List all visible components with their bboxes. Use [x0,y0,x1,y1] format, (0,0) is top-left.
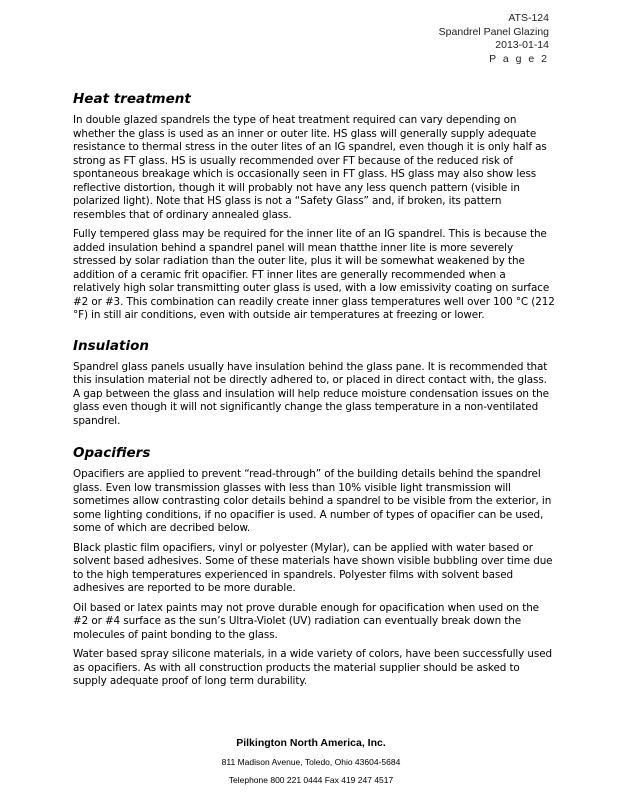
paragraph: In double glazed spandrels the type of heat treatment required can vary depending on whether the glass is used as an inner or outer lite. HS glass will generally supply adequate resistance to thermal stress in the outer lites of an IG spandrel, even though it is only half as strong as FT glass. HS is usually recommended over FT because of the reduced risk of spontaneous breakage which is occasionally seen in FT glass. HS glass may also show less reflective distortion, though it will probably not have any less quench pattern (visible in polarized light). Note that HS glass is not a “Safety Glass” and, if broken, its pattern resembles that of ordinary annealed glass. [73,114,547,221]
document-body [73,90,555,695]
page-indicator [439,53,549,67]
paragraph: Water based spray silicone materials, in a wide variety of colors, have been successfully used as opacifiers. As with all construction products the material supplier should be asked to supply adequate proof of long term durability. [73,648,553,687]
section-heat-treatment [73,90,555,323]
company-address: 811 Madison Avenue, Toledo, Ohio 43604-5684 [221,757,401,767]
section-title-opacifiers: Opacifiers [73,445,151,461]
document-date: 2013-01-14 [495,39,549,51]
document-subject: Spandrel Panel Glazing [438,25,549,38]
section-title-heat-treatment: Heat treatment [73,91,191,107]
page-footer [0,736,622,786]
company-name: Pilkington North America, Inc. [236,737,386,749]
paragraph: Oil based or latex paints may not prove durable enough for opacification when used on the #2 or #4 surface as the sun’s Ultra-Violet (UV) radiation can eventually break down the molecules of paint bonding to the glass. [73,601,539,641]
paragraph: Opacifiers are applied to prevent “read-through” of the building details behind the spandrel glass. Even low transmission glasses with less than 10% visible light transmission will sometimes allow contrasting color details behind a spandrel to be visible from the exterior, in some lighting conditions, if no opacifier is used. A number of types of opacifier can be used, some of which are decribed below. [73,468,552,534]
paragraph: Fully tempered glass may be required for the inner lite of an IG spandrel. This is because the added insulation behind a spandrel panel will mean thatthe inner lite is more severely stressed by solar radiation than the outer lite, plus it will be somewhat weakened by the addition of a ceramic frit opacifier. FT inner lites are generally recommended when a relatively high solar transmitting outer glass is used, with a low emissivity coating on surface #2 or #3. This combination can readily create inner glass temperatures well over 100 °C (212 °F) in still air conditions, even with outside air temperatures at freezing or lower. [73,228,555,321]
page-header [439,12,549,66]
section-opacifiers [73,444,555,689]
section-title-insulation: Insulation [73,337,149,354]
page-number: 2 [541,52,549,65]
page-label: P a g e [489,52,537,65]
paragraph: Spandrel glass panels usually have insulation behind the glass pane. It is recommended that this insulation material not be directly adhered to, or placed in direct contact with, the glass. A gap between the glass and insulation will help reduce moisture condensation issues on the glass even though it will not significantly change the glass temperature in a non-ventilated spandrel. [73,360,549,427]
paragraph: Black plastic film opacifiers, vinyl or polyester (Mylar), can be applied with water based or solvent based adhesives. Some of these materials have shown visible bubbling over time due to the high temperatures experienced in spandrels. Polyester films with solvent based adhesives are reported to be more durable. [73,541,553,594]
company-phone: Telephone 800 221 0444 Fax 419 247 4517 [228,775,394,785]
section-insulation [73,337,555,429]
document-id: ATS-124 [508,12,549,24]
